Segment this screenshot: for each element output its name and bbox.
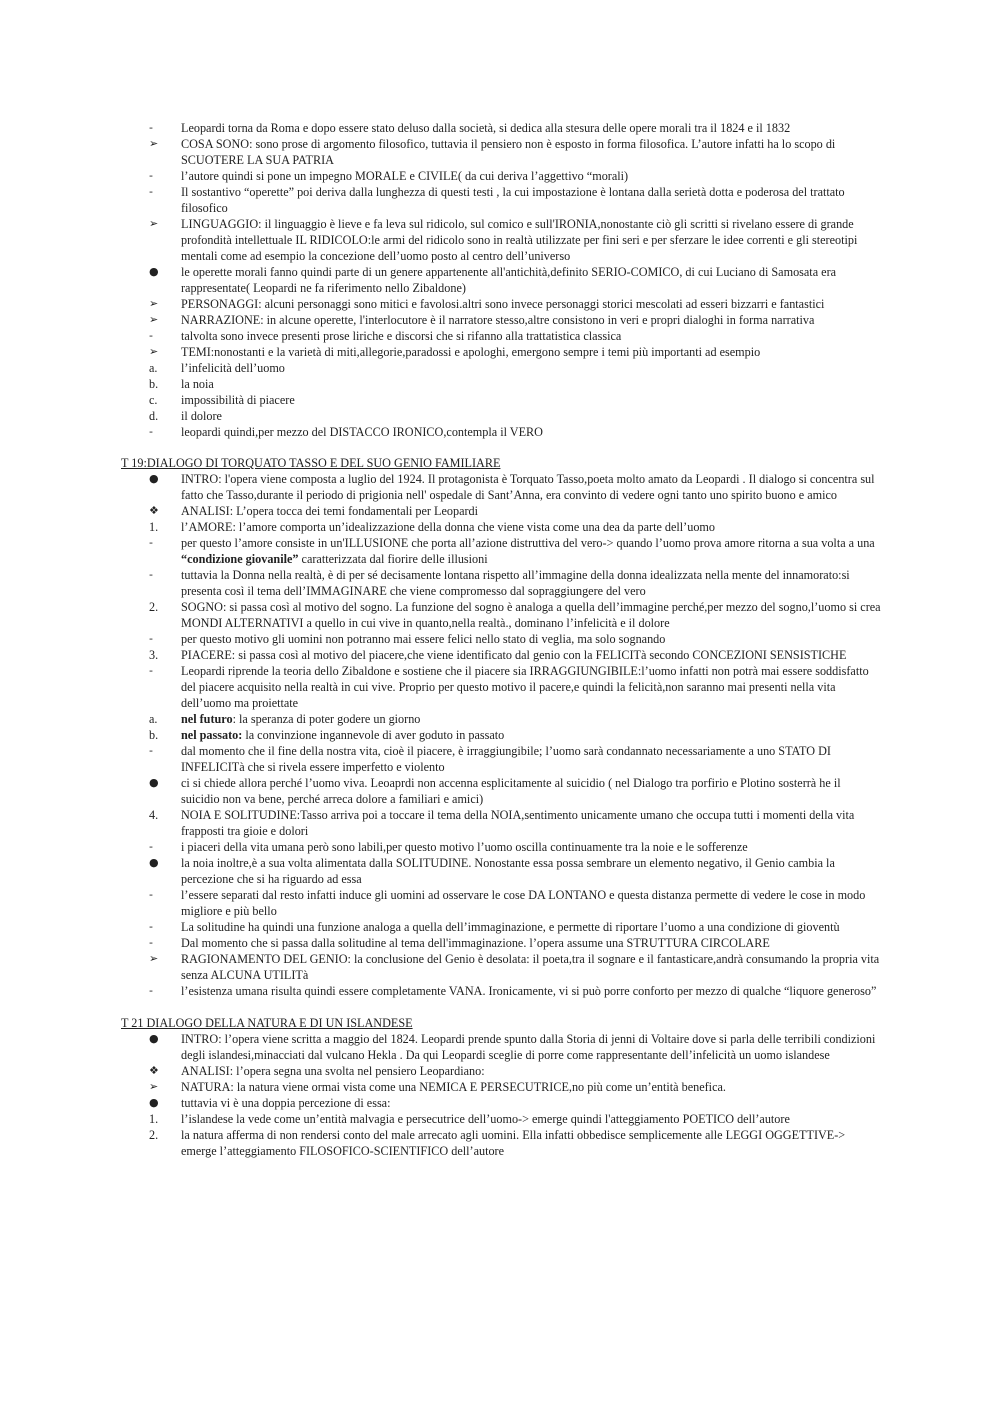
list-item (0, 631, 881, 647)
list-marker: - (149, 744, 153, 757)
section-title-t21: T 21 DIALOGO DELLA NATURA E DI UN ISLANDESE (121, 1016, 413, 1030)
list-item (0, 1031, 881, 1063)
item-text: leopardi quindi,per mezzo del DISTACCO IRONICO,contempla il VERO (181, 425, 543, 439)
list-marker: 4. (149, 808, 159, 822)
list-marker: - (149, 936, 153, 949)
item-text: l’essere separati dal resto infatti induce gli uomini ad osservare le cose DA LONTANO e questa distanza permette di vedere le cose in modo migliore e più bello (181, 888, 866, 918)
list-item (0, 743, 881, 775)
item-text: COSA SONO: sono prose di argomento filosofico, tuttavia il pensiero non è esposto in forma filosofica. L’autore infatti ha lo scopo di SCUOTERE LA SUA PATRIA (181, 137, 836, 167)
intro-list (0, 120, 1000, 440)
item-text: NOIA E SOLITUDINE:Tasso arriva poi a toccare il tema della NOIA,sentimento unicamente umano che occupa tutti i momenti della vita frapposti tra gioie e dolori (181, 808, 855, 838)
list-marker: 1. (149, 520, 159, 534)
list-item (0, 887, 881, 919)
item-text-after: caratterizzata dal fiorire delle illusioni (298, 552, 488, 566)
section-title-t19: T 19:DIALOGO DI TORQUATO TASSO E DEL SUO GENIO FAMILIARE (121, 456, 501, 470)
list-item (0, 567, 881, 599)
list-item (0, 312, 881, 328)
list-marker: ➢ (149, 297, 159, 310)
list-item (0, 807, 881, 839)
list-marker: - (149, 169, 153, 182)
list-item (0, 711, 881, 727)
list-item (0, 1127, 881, 1159)
t21-list (0, 1031, 1000, 1159)
list-item (0, 983, 881, 999)
item-bold-text: nel futuro (181, 712, 233, 726)
list-item (0, 392, 881, 408)
list-marker: ➢ (149, 1080, 159, 1093)
item-text: LINGUAGGIO: il linguaggio è lieve e fa leva sul ridicolo, sul comico e sull'IRONIA,nonostante ciò gli scritti si rivelano essere di grande profondità intellettuale IL RIDICOLO:le armi del ridicolo sono in realtà utilizzate per fini seri e per sferzare le idee correnti e gli stereotipi mentali come ad esempio la concezione dell’uomo posto al centro dell’universo (181, 217, 858, 263)
list-item (0, 264, 881, 296)
list-marker: b. (149, 377, 159, 391)
list-marker: - (149, 888, 153, 901)
list-item (0, 296, 881, 312)
item-text: ANALISI: L’opera tocca dei temi fondamentali per Leopardi (181, 504, 479, 518)
list-marker: 2. (149, 600, 159, 614)
list-marker: ➢ (149, 345, 159, 358)
list-marker: a. (149, 361, 158, 375)
document-content (0, 120, 1000, 1159)
item-text: Dal momento che si passa dalla solitudine al tema dell'immaginazione. l’opera assume una STRUTTURA CIRCOLARE (181, 936, 770, 950)
list-item (0, 919, 881, 935)
item-text: la natura afferma di non rendersi conto del male arrecato agli uomini. Ella infatti obbedisce semplicemente alle LEGGI OGGETTIVE-> emerge l’atteggiamento FILOSOFICO-SCIENTIFICO dell’autore (181, 1128, 846, 1158)
list-item (0, 360, 881, 376)
list-marker: ● (149, 265, 159, 278)
list-item (0, 951, 881, 983)
list-item (0, 519, 881, 535)
list-marker: - (149, 920, 153, 933)
item-text: dal momento che il fine della nostra vita, cioè il piacere, è irraggiungibile; l’uomo sarà condannato necessariamente a uno STATO DI INFELICITà che si rivela essere imperfetto e violento (181, 744, 831, 774)
item-text: SOGNO: si passa così al motivo del sogno. La funzione del sogno è analoga a quella dell’immagine perché,per mezzo del sogno,l’uomo si crea MONDI ALTERNATIVI a quello in cui vive in quanto,nella realtà., dominano l’infelicità e il dolore (181, 600, 881, 630)
item-text: La solitudine ha quindi una funzione analoga a quella dell’immaginazione, e permette di riportare l’uomo a una condizione di gioventù (181, 920, 840, 934)
list-item (0, 855, 881, 887)
item-text: per questo motivo gli uomini non potranno mai essere felici nello stato di veglia, ma solo sognando (181, 632, 666, 646)
list-item (0, 344, 881, 360)
list-item (0, 1095, 881, 1111)
list-item (0, 663, 881, 711)
list-marker: ➢ (149, 137, 159, 150)
item-text-after: : la speranza di poter godere un giorno (232, 712, 421, 726)
list-item (0, 424, 881, 440)
list-marker: - (149, 568, 153, 581)
item-text: ci si chiede allora perché l’uomo viva. Leoaprdi non accenna esplicitamente al suicidio ( nel Dialogo tra porfirio e Plotino sosterrà he il suicidio non va bene, perché arreca dolore a familiari e amici) (181, 776, 841, 806)
item-text: Leopardi torna da Roma e dopo essere stato deluso dalla società, si dedica alla stesura delle opere morali tra il 1824 e il 1832 (181, 121, 791, 135)
list-marker: ● (149, 776, 159, 789)
list-marker: - (149, 185, 153, 198)
item-text: impossibilità di piacere (181, 393, 295, 407)
item-text: INTRO: l'opera viene composta a luglio del 1924. Il protagonista è Torquato Tasso,poeta molto amato da Leopardi . Il dialogo si concentra sul fatto che Tasso,durante il periodo di prigionia nell' ospedale di Sant’Anna, era convinto di vedere ogni tanto uno spirito buono e amico (181, 472, 875, 502)
list-item (0, 935, 881, 951)
item-text: PIACERE: si passa così al motivo del piacere,che viene identificato dal genio con la FELICITà secondo CONCEZIONI SENSISTICHE (181, 648, 847, 662)
list-item (0, 647, 881, 663)
list-marker: ➢ (149, 217, 159, 230)
list-marker: 1. (149, 1112, 159, 1126)
list-item (0, 535, 881, 567)
list-item (0, 1079, 881, 1095)
t19-list (0, 471, 1000, 999)
list-marker: d. (149, 409, 159, 423)
list-marker: - (149, 664, 153, 677)
list-item (0, 599, 881, 631)
item-text: NATURA: la natura viene ormai vista come una NEMICA E PERSECUTRICE,no più come un’entità benefica. (181, 1080, 726, 1094)
list-item (0, 328, 881, 344)
list-item (0, 184, 881, 216)
item-text: l’islandese la vede come un’entità malvagia e persecutrice dell’uomo-> emerge quindi l'atteggiamento POETICO dell’autore (181, 1112, 790, 1126)
list-marker: ➢ (149, 952, 159, 965)
list-marker: - (149, 536, 153, 549)
item-text: la noia inoltre,è a sua volta alimentata dalla SOLITUDINE. Nonostante essa possa sembrare un elemento negativo, il Genio cambia la percezione che si ha riguardo ad essa (181, 856, 835, 886)
list-item (0, 727, 881, 743)
list-item (0, 136, 881, 168)
list-marker: - (149, 632, 153, 645)
list-marker: b. (149, 728, 159, 742)
item-text: Il sostantivo “operette” poi deriva dalla lunghezza di questi testi , la cui impostazione è lontana dalla serietà dotta e poderosa del trattato filosofico (181, 185, 845, 215)
item-text: NARRAZIONE: in alcune operette, l'interlocutore è il narratore stesso,altre consistono in veri e propri dialoghi in forma narrativa (181, 313, 815, 327)
item-text: PERSONAGGI: alcuni personaggi sono mitici e favolosi.altri sono invece personaggi storici mescolati ad esseri bizzarri e fantastici (181, 297, 825, 311)
item-text: il dolore (181, 409, 222, 423)
list-marker: ● (149, 472, 159, 485)
list-item (0, 1063, 881, 1079)
list-item (0, 839, 881, 855)
list-marker: 2. (149, 1128, 159, 1142)
list-item (0, 471, 881, 503)
list-item (0, 775, 881, 807)
list-marker: - (149, 329, 153, 342)
list-marker: ❖ (149, 504, 159, 517)
item-bold-text: “condizione giovanile” (181, 552, 299, 566)
item-text: tuttavia vi è una doppia percezione di essa: (181, 1096, 391, 1110)
list-marker: ➢ (149, 313, 159, 326)
list-item (0, 1111, 881, 1127)
item-text: l’autore quindi si pone un impegno MORALE e CIVILE( da cui deriva l’aggettivo “morali) (181, 169, 629, 183)
list-item (0, 168, 881, 184)
list-marker: c. (149, 393, 158, 407)
list-marker: ● (149, 1096, 159, 1109)
item-text: i piaceri della vita umana però sono labili,per questo motivo l’uomo oscilla continuamente tra la noie e le sofferenze (181, 840, 748, 854)
item-text: talvolta sono invece presenti prose liriche e discorsi che si rifanno alla trattatistica classica (181, 329, 622, 343)
list-item (0, 408, 881, 424)
item-text: l’AMORE: l’amore comporta un’idealizzazione della donna che viene vista come una dea da parte dell’uomo (181, 520, 716, 534)
item-text: le operette morali fanno quindi parte di un genere appartenente all'antichità,definito SERIO-COMICO, di cui Luciano di Samosata era rappresentate( Leopardi ne fa riferimento nello Zibaldone) (181, 265, 837, 295)
item-text: Leopardi riprende la teoria dello Zibaldone e sostiene che il piacere sia IRRAGGIUNGIBILE:l’uomo infatti non potrà mai essere soddisfatto del piacere acquisito nella realtà in cui vive. Proprio per questo motivo il pacere,e quindi la felicità,non saranno mai presenti nella vita dell’uomo ma proiettate (181, 664, 869, 710)
item-text: ANALISI: l’opera segna una svolta nel pensiero Leopardiano: (181, 1064, 485, 1078)
list-marker: - (149, 840, 153, 853)
item-text: tuttavia la Donna nella realtà, è di per sé decisamente lontana rispetto all’immagine della donna idealizzata nella mente del innamorato:si presenta così il tema dell’IMMAGINARE che viene compromesso dal sopraggiungere del vero (181, 568, 850, 598)
item-text: la noia (181, 377, 214, 391)
list-marker: ❖ (149, 1064, 159, 1077)
list-marker: 3. (149, 648, 159, 662)
list-item (0, 120, 881, 136)
list-item (0, 503, 881, 519)
list-item (0, 216, 881, 264)
list-marker: - (149, 425, 153, 438)
item-text: INTRO: l’opera viene scritta a maggio del 1824. Leopardi prende spunto dalla Storia di jenni di Voltaire dove si parla delle terribili condizioni degli islandesi,minacciati dal vulcano Hekla . Da qui Leopardi sceglie di porre come rappresentante dell’infelicità un uomo islandese (181, 1032, 876, 1062)
item-text-after: la convinzione ingannevole di aver goduto in passato (242, 728, 505, 742)
list-marker: - (149, 121, 153, 134)
list-marker: - (149, 984, 153, 997)
list-marker: ● (149, 1032, 159, 1045)
item-bold-text: nel passato: (181, 728, 243, 742)
list-marker: a. (149, 712, 158, 726)
item-text: l’infelicità dell’uomo (181, 361, 285, 375)
item-text: per questo l’amore consiste in un'ILLUSIONE che porta all’azione distruttiva del vero-> quando l’uomo prova amore ritorna a sua volta a una (181, 536, 875, 550)
item-text: TEMI:nonostanti e la varietà di miti,allegorie,paradossi e apologhi, emergono sempre i temi più importanti ad esempio (181, 345, 761, 359)
item-text: l’esistenza umana risulta quindi essere completamente VANA. Ironicamente, vi si può porre conforto per mezzo di qualche “liquore generoso” (181, 984, 877, 998)
item-text: RAGIONAMENTO DEL GENIO: la conclusione del Genio è desolata: il poeta,tra il sognare e il fantasticare,andrà consumando la propria vita senza ALCUNA UTILITà (181, 952, 880, 982)
list-marker: ● (149, 856, 159, 869)
list-item (0, 376, 881, 392)
